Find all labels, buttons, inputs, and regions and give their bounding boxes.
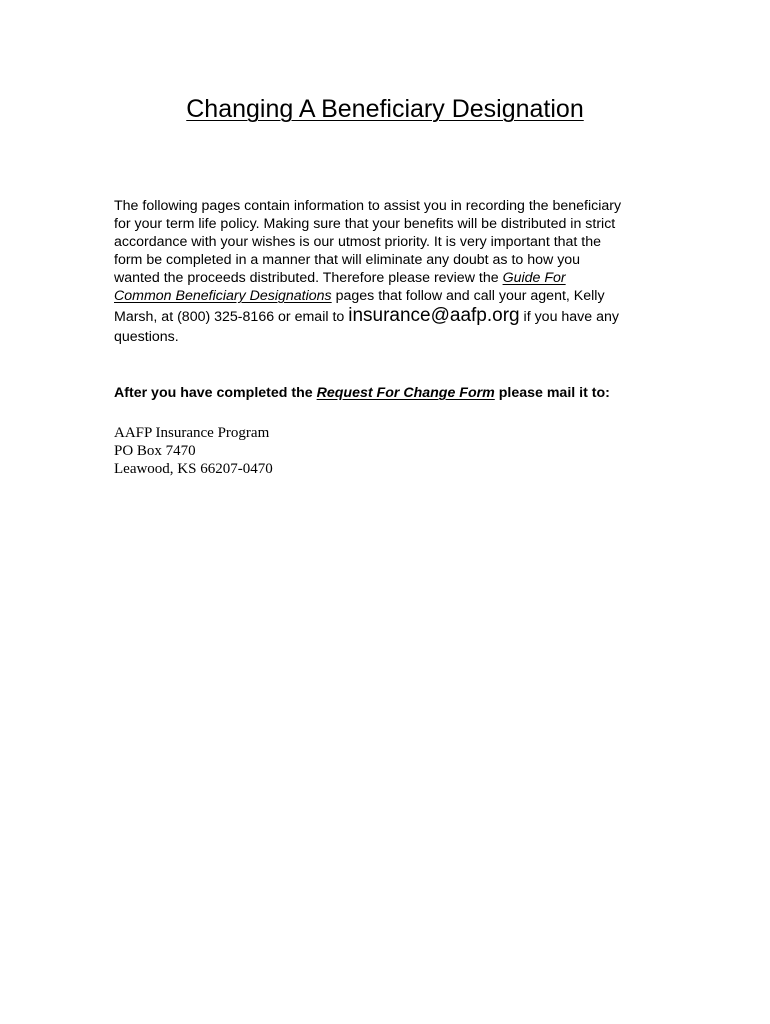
address-line: Leawood, KS 66207-0470 (114, 461, 273, 477)
intro-text: if you have any (519, 309, 619, 325)
intro-paragraph (114, 197, 659, 346)
intro-text: Marsh, at (800) 325-8166 or email to (114, 309, 349, 325)
mail-instruction (114, 385, 610, 401)
intro-line (114, 269, 659, 287)
intro-line (114, 287, 659, 305)
intro-line: form be completed in a manner that will eliminate any doubt as to how you (114, 252, 581, 268)
guide-link-continued[interactable]: Common Beneficiary Designations (114, 288, 332, 304)
email-address[interactable]: insurance@aafp.org (348, 305, 520, 326)
address-line: PO Box 7470 (114, 443, 196, 459)
instruction-text: After you have completed the (114, 385, 317, 401)
intro-line: accordance with your wishes is our utmost priority. It is very important that the (114, 234, 602, 250)
intro-line: The following pages contain information to assist you in recording the beneficiary (114, 198, 622, 214)
request-for-change-form-link[interactable]: Request For Change Form (316, 385, 495, 401)
intro-text: pages that follow and call your agent, Kelly (331, 288, 605, 304)
page-title: Changing A Beneficiary Designation (186, 95, 584, 123)
intro-line: questions. (114, 329, 179, 345)
mailing-address (114, 424, 273, 478)
intro-line: for your term life policy. Making sure that your benefits will be distributed in strict (114, 216, 616, 232)
instruction-text: please mail it to: (494, 385, 610, 401)
address-line: AAFP Insurance Program (114, 425, 270, 441)
intro-line (114, 305, 659, 328)
guide-link[interactable]: Guide For (502, 270, 566, 286)
intro-text: wanted the proceeds distributed. Therefore please review the (114, 270, 503, 286)
